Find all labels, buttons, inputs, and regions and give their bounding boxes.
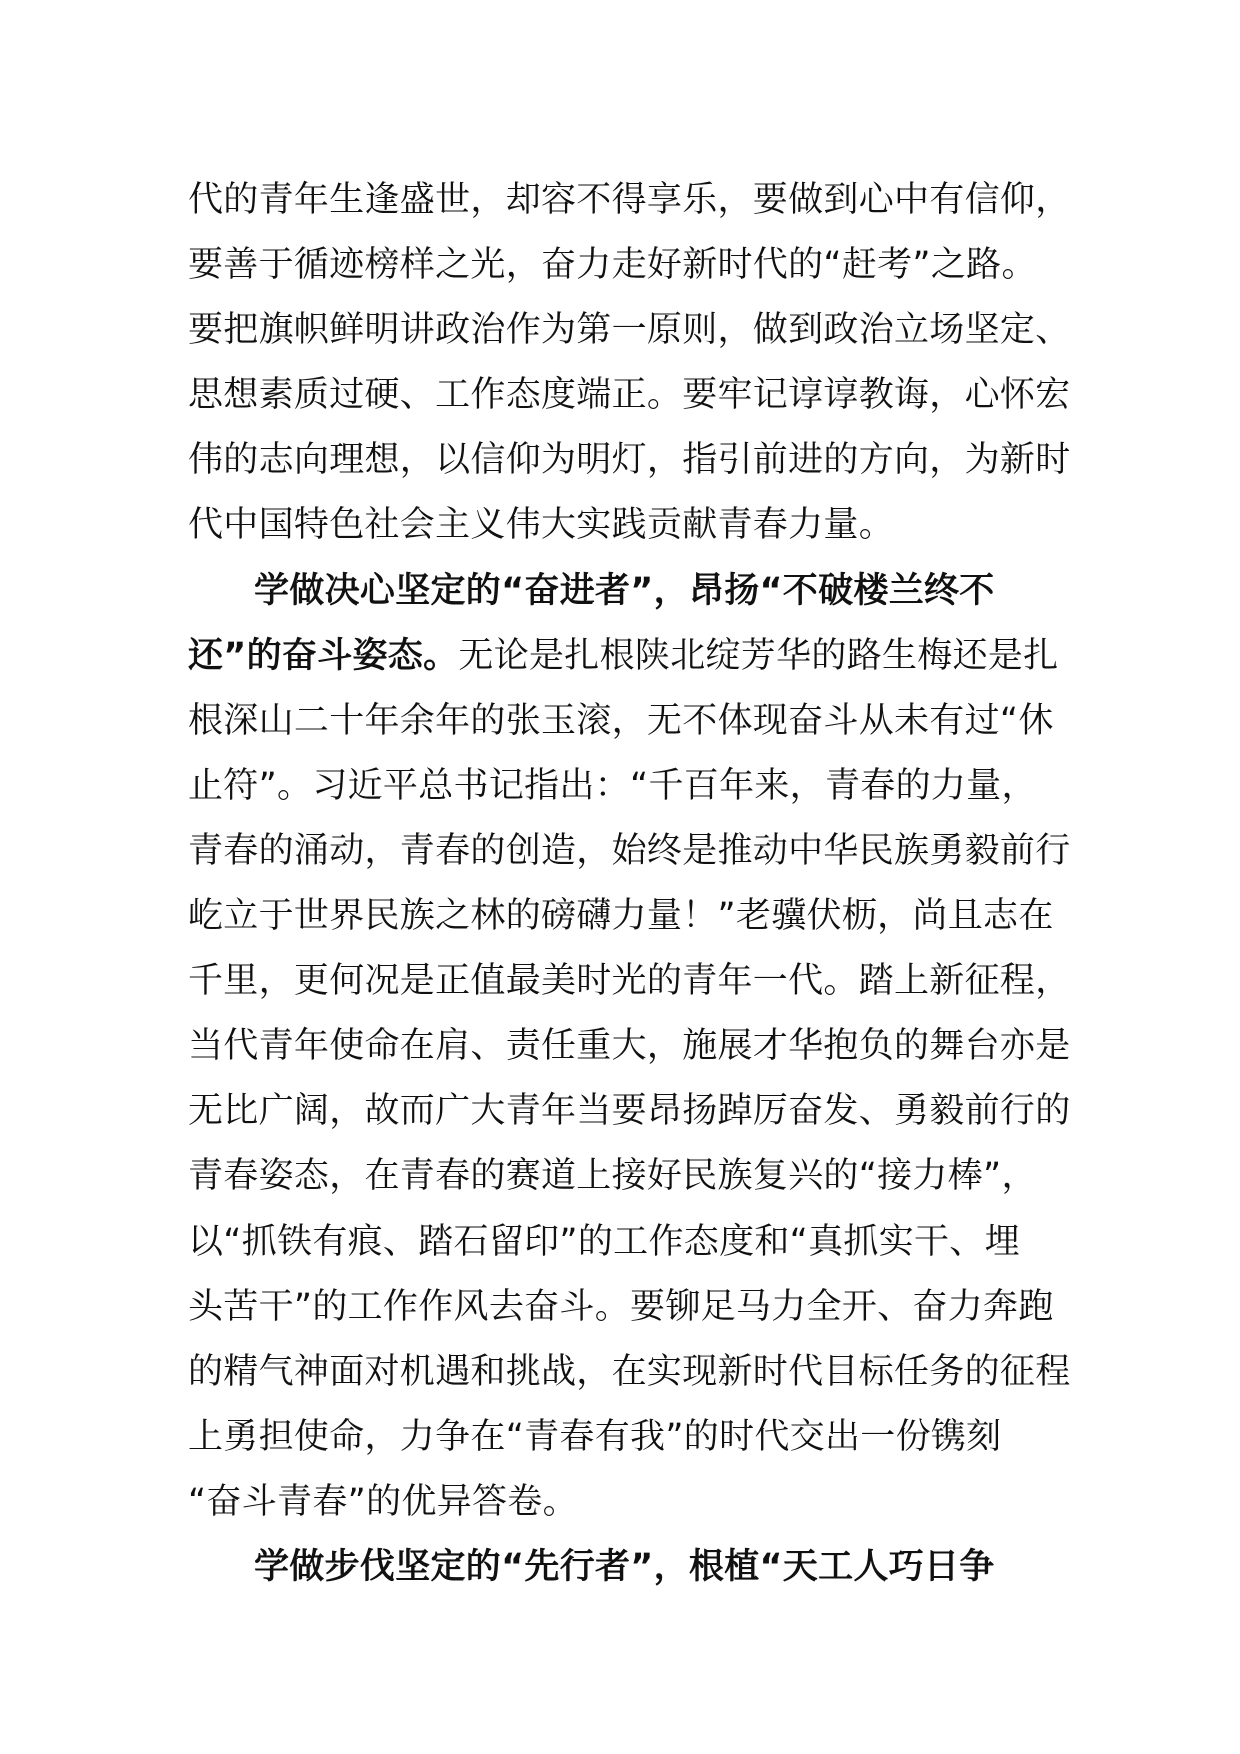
line-text: 上勇担使命，力争在“青春有我”的时代交出一份镌刻 xyxy=(188,1416,1002,1457)
line-text: 的精气神面对机遇和挑战，在实现新时代目标任务的征程 xyxy=(188,1351,1071,1392)
text-line xyxy=(188,233,1054,298)
text-line xyxy=(188,1470,1054,1535)
text-line xyxy=(188,428,1071,493)
text-line xyxy=(188,1275,1054,1340)
line-text: 以“抓铁有痕、踏石留印”的工作态度和“真抓实干、埋 xyxy=(188,1221,1020,1262)
text-line xyxy=(188,493,1054,558)
line-text: 要把旗帜鲜明讲政治作为第一原则，做到政治立场坚定、 xyxy=(188,310,1071,351)
section-heading: 学做决心坚定的“奋进者”，昂扬“不破楼兰终不 xyxy=(254,570,995,611)
section-heading-line xyxy=(188,1535,1054,1600)
line-text: “奋斗青春”的优异答卷。 xyxy=(188,1481,578,1522)
text-line xyxy=(188,1014,1071,1079)
section-heading-line xyxy=(188,559,1054,624)
line-text: 要善于循迹榜样之光，奋力走好新时代的“赶考”之路。 xyxy=(188,245,1037,286)
line-text: 无论是扎根陕北绽芳华的路生梅还是扎 xyxy=(458,635,1059,676)
text-line xyxy=(188,689,1054,754)
text-line xyxy=(188,1210,1054,1275)
line-text: 千里，更何况是正值最美时光的青年一代。踏上新征程， xyxy=(188,961,1071,1002)
section-heading: 学做步伐坚定的“先行者”，根植“天工人巧日争 xyxy=(254,1546,995,1587)
text-line xyxy=(188,1340,1071,1405)
text-line xyxy=(188,819,1071,884)
text-line xyxy=(188,1405,1054,1470)
line-text: 思想素质过硬、工作态度端正。要牢记谆谆教诲，心怀宏 xyxy=(188,375,1071,416)
section-heading: 还”的奋斗姿态。 xyxy=(188,635,459,676)
text-line xyxy=(188,168,1071,233)
text-line xyxy=(188,363,1071,428)
line-text: 止符”。习近平总书记指出：“千百年来，青春的力量， xyxy=(188,765,1037,806)
text-line xyxy=(188,949,1071,1014)
line-text: 当代青年使命在肩、责任重大，施展才华抱负的舞台亦是 xyxy=(188,1026,1071,1067)
line-text: 屹立于世界民族之林的磅礴力量！”老骥伏枥，尚且志在 xyxy=(188,896,1054,937)
line-text: 根深山二十年余年的张玉滚，无不体现奋斗从未有过“休 xyxy=(188,700,1054,741)
line-text: 青春的涌动，青春的创造，始终是推动中华民族勇毅前行 xyxy=(188,830,1071,871)
text-line xyxy=(188,754,1054,819)
line-text: 代的青年生逢盛世，却容不得享乐，要做到心中有信仰， xyxy=(188,180,1071,220)
text-line xyxy=(188,1079,1071,1144)
body-text xyxy=(188,168,1071,1600)
text-line xyxy=(188,298,1071,363)
text-line xyxy=(188,884,1054,949)
text-line xyxy=(188,624,1059,689)
text-line xyxy=(188,1144,1054,1209)
line-text: 头苦干”的工作作风去奋斗。要铆足马力全开、奋力奔跑 xyxy=(188,1286,1054,1327)
line-text: 代中国特色社会主义伟大实践贡献青春力量。 xyxy=(188,505,895,546)
line-text: 无比广阔，故而广大青年当要昂扬踔厉奋发、勇毅前行的 xyxy=(188,1091,1071,1132)
line-text: 伟的志向理想，以信仰为明灯，指引前进的方向，为新时 xyxy=(188,440,1071,481)
line-text: 青春姿态，在青春的赛道上接好民族复兴的“接力棒”， xyxy=(188,1156,1037,1197)
